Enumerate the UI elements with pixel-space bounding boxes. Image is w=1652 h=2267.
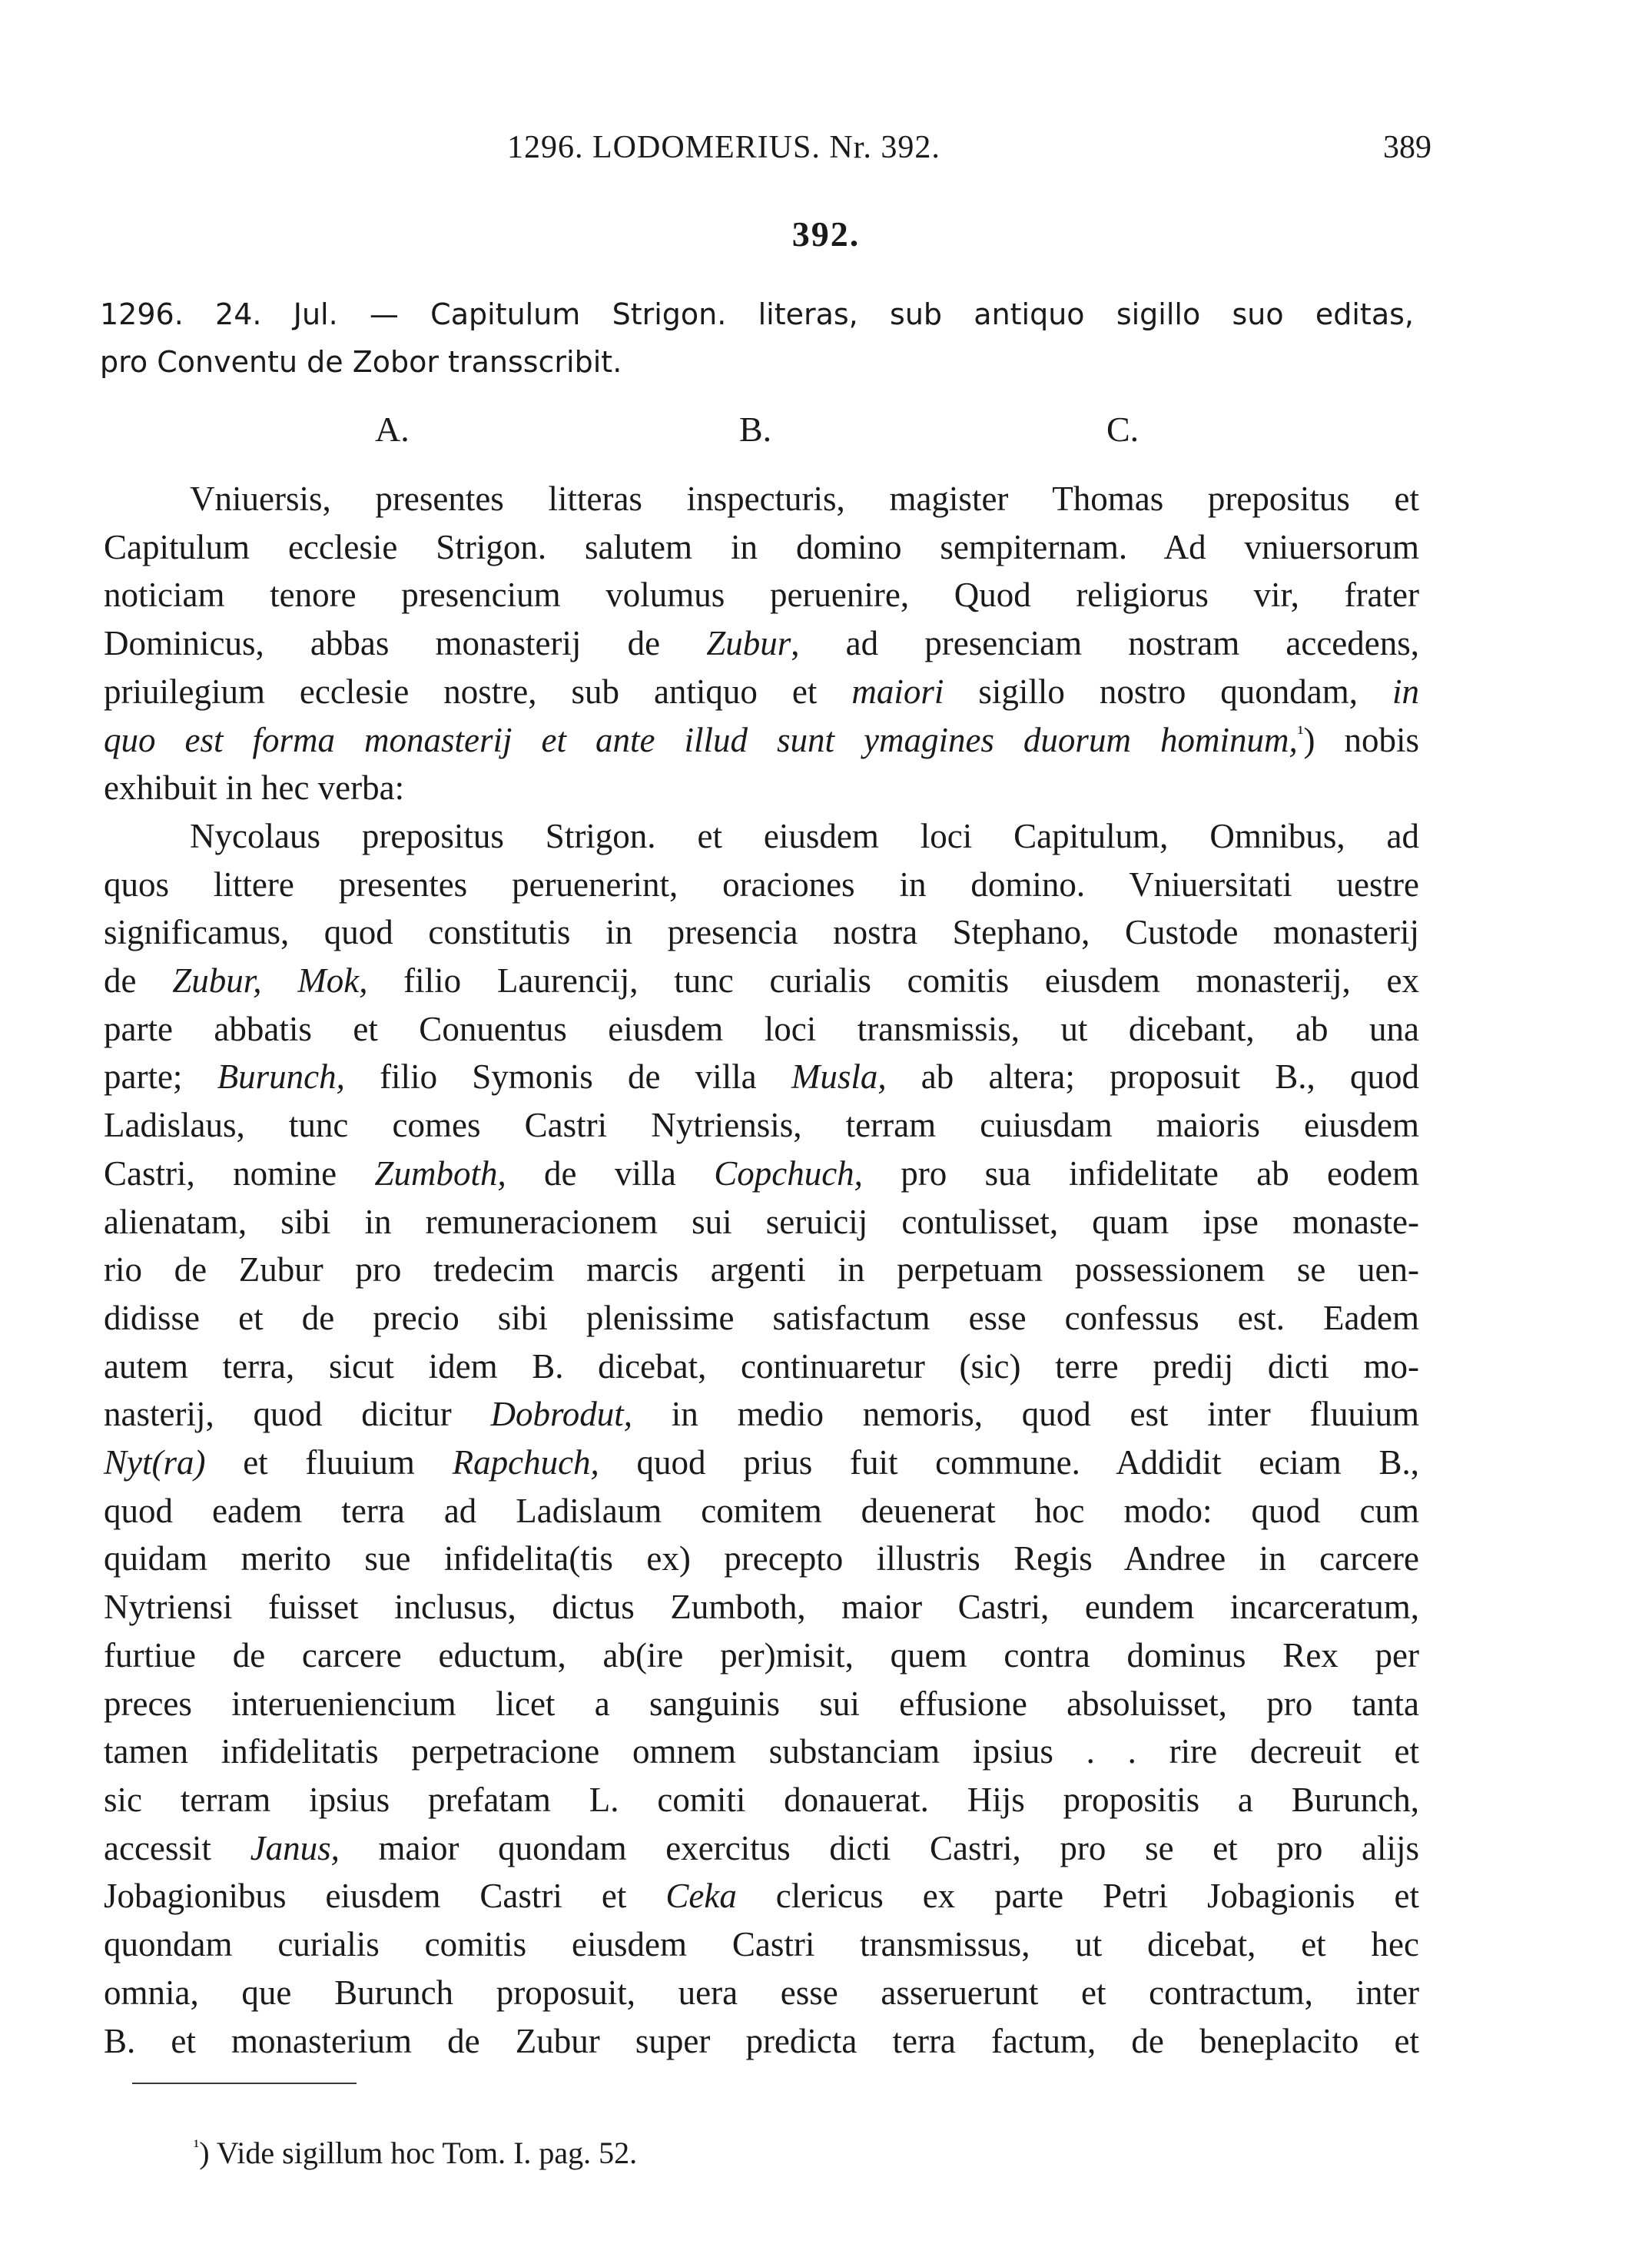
text-segment: quidam merito sue infidelita(tis ex) precepto illustris Regis Andree in carcere	[104, 1539, 1419, 1578]
source-siglum-b: B.	[739, 410, 772, 449]
running-head: 1296. LODOMERIUS. Nr. 392.	[507, 130, 940, 165]
text-segment: filio Laurencij, tunc curialis comitis eiusdem monasterij, ex	[367, 961, 1419, 1001]
text-line	[104, 957, 1419, 1005]
text-segment: omnia, que Burunch proposuit, uera esse asseruerunt et contractum, inter	[104, 1973, 1419, 2012]
text-segment: pro sua infidelitate ab eodem	[862, 1153, 1419, 1193]
regest-summary	[100, 290, 1414, 386]
text-segment: Ladislaus, tunc comes Castri Nytriensis, terram cuiusdam maioris eiusdem	[104, 1106, 1419, 1145]
page-number: 389	[1383, 130, 1431, 165]
footnote-marker: ¹	[194, 2136, 200, 2157]
text-segment: nasterij, quod dicitur	[104, 1395, 491, 1434]
text-segment: tamen infidelitatis perpetracione omnem substanciam ipsius . . rire decreuit et	[104, 1732, 1419, 1771]
text-segment: autem terra, sicut idem B. dicebat, continuaretur (sic) terre predij dicti mo-	[104, 1346, 1419, 1386]
text-line	[104, 1246, 1419, 1294]
text-line	[104, 1680, 1419, 1728]
text-segment: parte abbatis et Conuentus eiusdem loci transmissis, ut dicebant, ab una	[104, 1009, 1419, 1048]
footnote-divider	[132, 2083, 357, 2084]
text-line	[104, 1390, 1419, 1439]
text-line	[104, 523, 1419, 572]
text-segment: parte;	[104, 1057, 217, 1097]
text-segment: ) nobis	[1303, 720, 1419, 759]
text-segment: sigillo nostro quondam,	[944, 672, 1392, 711]
text-line	[104, 475, 1419, 523]
text-line	[104, 908, 1419, 957]
text-line	[104, 668, 1419, 716]
text-segment: quod eadem terra ad Ladislaum comitem deuenerat hoc modo: quod cum	[104, 1491, 1419, 1530]
italic-name: Rapchuch,	[452, 1443, 599, 1482]
text-line	[104, 1053, 1419, 1101]
italic-name: Nyt(ra)	[104, 1443, 206, 1482]
italic-name: Burunch,	[217, 1057, 345, 1097]
text-segment: Nytriensi fuisset inclusus, dictus Zumboth, maior Castri, eundem incarceratum,	[104, 1588, 1419, 1627]
text-segment: quondam curialis comitis eiusdem Castri transmissus, ut dicebat, et hec	[104, 1925, 1419, 1964]
italic-name: Musla,	[791, 1057, 887, 1097]
text-line	[104, 1439, 1419, 1487]
italic-name: Janus,	[250, 1828, 340, 1867]
text-line	[104, 1776, 1419, 1824]
text-line	[104, 1487, 1419, 1535]
text-segment: Vniuersis, presentes litteras inspecturis, magister Thomas prepositus et	[190, 480, 1419, 518]
text-segment: filio Symonis de villa	[344, 1057, 791, 1097]
text-segment: Dominicus, abbas monasterij de	[104, 624, 707, 663]
text-line	[104, 1198, 1419, 1246]
italic-name: Ceka	[665, 1877, 737, 1916]
text-segment: Capitulum ecclesie Strigon. salutem in domino sempiternam. Ad vniuersorum	[104, 527, 1419, 566]
source-siglum-a: A.	[375, 410, 410, 449]
charter-text	[104, 475, 1419, 2065]
regest-line: pro Conventu de Zobor transscribit.	[100, 345, 622, 379]
text-segment: quod prius fuit commune. Addidit eciam B.,	[599, 1443, 1419, 1482]
footnote-text: ) Vide sigillum hoc Tom. I. pag. 52.	[199, 2136, 638, 2170]
text-segment: Jobagionibus eiusdem Castri et	[104, 1877, 666, 1916]
source-siglum-c: C.	[1106, 410, 1139, 449]
text-line	[104, 619, 1419, 668]
text-segment: de villa	[506, 1153, 715, 1193]
text-segment: et fluuium	[205, 1443, 453, 1482]
text-segment: maior quondam exercitus dicti Castri, pro se et pro alijs	[339, 1828, 1419, 1867]
text-line	[104, 1872, 1419, 1920]
text-line	[104, 1005, 1419, 1054]
italic-name: Zubur	[706, 624, 791, 663]
text-line	[104, 571, 1419, 619]
italic-name: quo est forma monasterij et ante illud sunt ymagines duorum hominum,	[104, 720, 1298, 759]
text-segment: noticiam tenore presencium volumus peruenire, Quod religiorus vir, frater	[104, 576, 1419, 615]
footnote-reference: ¹	[1297, 721, 1304, 744]
text-line	[104, 1969, 1419, 2017]
text-segment: sic terram ipsius prefatam L. comiti donauerat. Hijs propositis a Burunch,	[104, 1780, 1419, 1819]
text-line	[104, 716, 1419, 765]
italic-name: in	[1392, 672, 1419, 711]
text-segment: preces interueniencium licet a sanguinis sui effusione absoluisset, pro tanta	[104, 1684, 1419, 1723]
footnote	[194, 2135, 637, 2171]
text-line	[104, 764, 1419, 812]
italic-name: Zumboth,	[374, 1153, 506, 1193]
text-line	[104, 1343, 1419, 1391]
text-line	[104, 1535, 1419, 1583]
text-segment: priuilegium ecclesie nostre, sub antiquo et	[104, 672, 852, 711]
text-line	[104, 1824, 1419, 1873]
text-segment: rio de Zubur pro tredecim marcis argenti in perpetuam possessionem se uen-	[104, 1250, 1419, 1290]
text-line	[104, 1150, 1419, 1198]
text-segment: exhibuit in hec verba:	[104, 768, 405, 808]
text-segment: B. et monasterium de Zubur super predicta terra factum, de beneplacito et	[104, 2021, 1419, 2060]
text-line	[104, 1631, 1419, 1680]
text-segment: furtiue de carcere eductum, ab(ire per)misit, quem contra dominus Rex per	[104, 1635, 1419, 1675]
text-segment: clericus ex parte Petri Jobagionis et	[736, 1877, 1419, 1916]
text-line	[104, 1294, 1419, 1343]
text-line	[104, 2017, 1419, 2066]
text-segment: quos littere presentes peruenerint, oraciones in domino. Vniuersitati uestre	[104, 865, 1419, 904]
text-segment: accessit	[104, 1828, 250, 1867]
italic-name: Dobrodut,	[490, 1395, 633, 1434]
italic-name: Copchuch,	[714, 1153, 863, 1193]
text-line	[104, 812, 1419, 861]
text-segment: in medio nemoris, quod est inter fluuium	[632, 1395, 1420, 1434]
document-number: 392.	[791, 214, 861, 254]
text-line	[104, 1583, 1419, 1631]
text-segment: Nycolaus prepositus Strigon. et eiusdem loci Capitulum, Omnibus, ad	[190, 816, 1419, 855]
text-line	[104, 1728, 1419, 1776]
italic-name: maiori	[851, 672, 944, 711]
text-segment: ab altera; proposuit B., quod	[886, 1057, 1419, 1097]
regest-line: 1296. 24. Jul. — Capitulum Strigon. literas, sub antiquo sigillo suo editas,	[100, 297, 1414, 331]
text-segment: Castri, nomine	[104, 1153, 375, 1193]
text-line	[104, 1101, 1419, 1150]
italic-name: Zubur, Mok,	[172, 961, 368, 1001]
text-segment: significamus, quod constitutis in presencia nostra Stephano, Custode monasterij	[104, 913, 1419, 952]
text-line	[104, 861, 1419, 909]
text-segment: didisse et de precio sibi plenissime satisfactum esse confessus est. Eadem	[104, 1298, 1419, 1337]
text-segment: de	[104, 961, 173, 1001]
text-segment: , ad presenciam nostram accedens,	[791, 624, 1420, 663]
text-segment: alienatam, sibi in remuneracionem sui seruicij contulisset, quam ipse monaste-	[104, 1202, 1419, 1241]
text-line	[104, 1920, 1419, 1969]
